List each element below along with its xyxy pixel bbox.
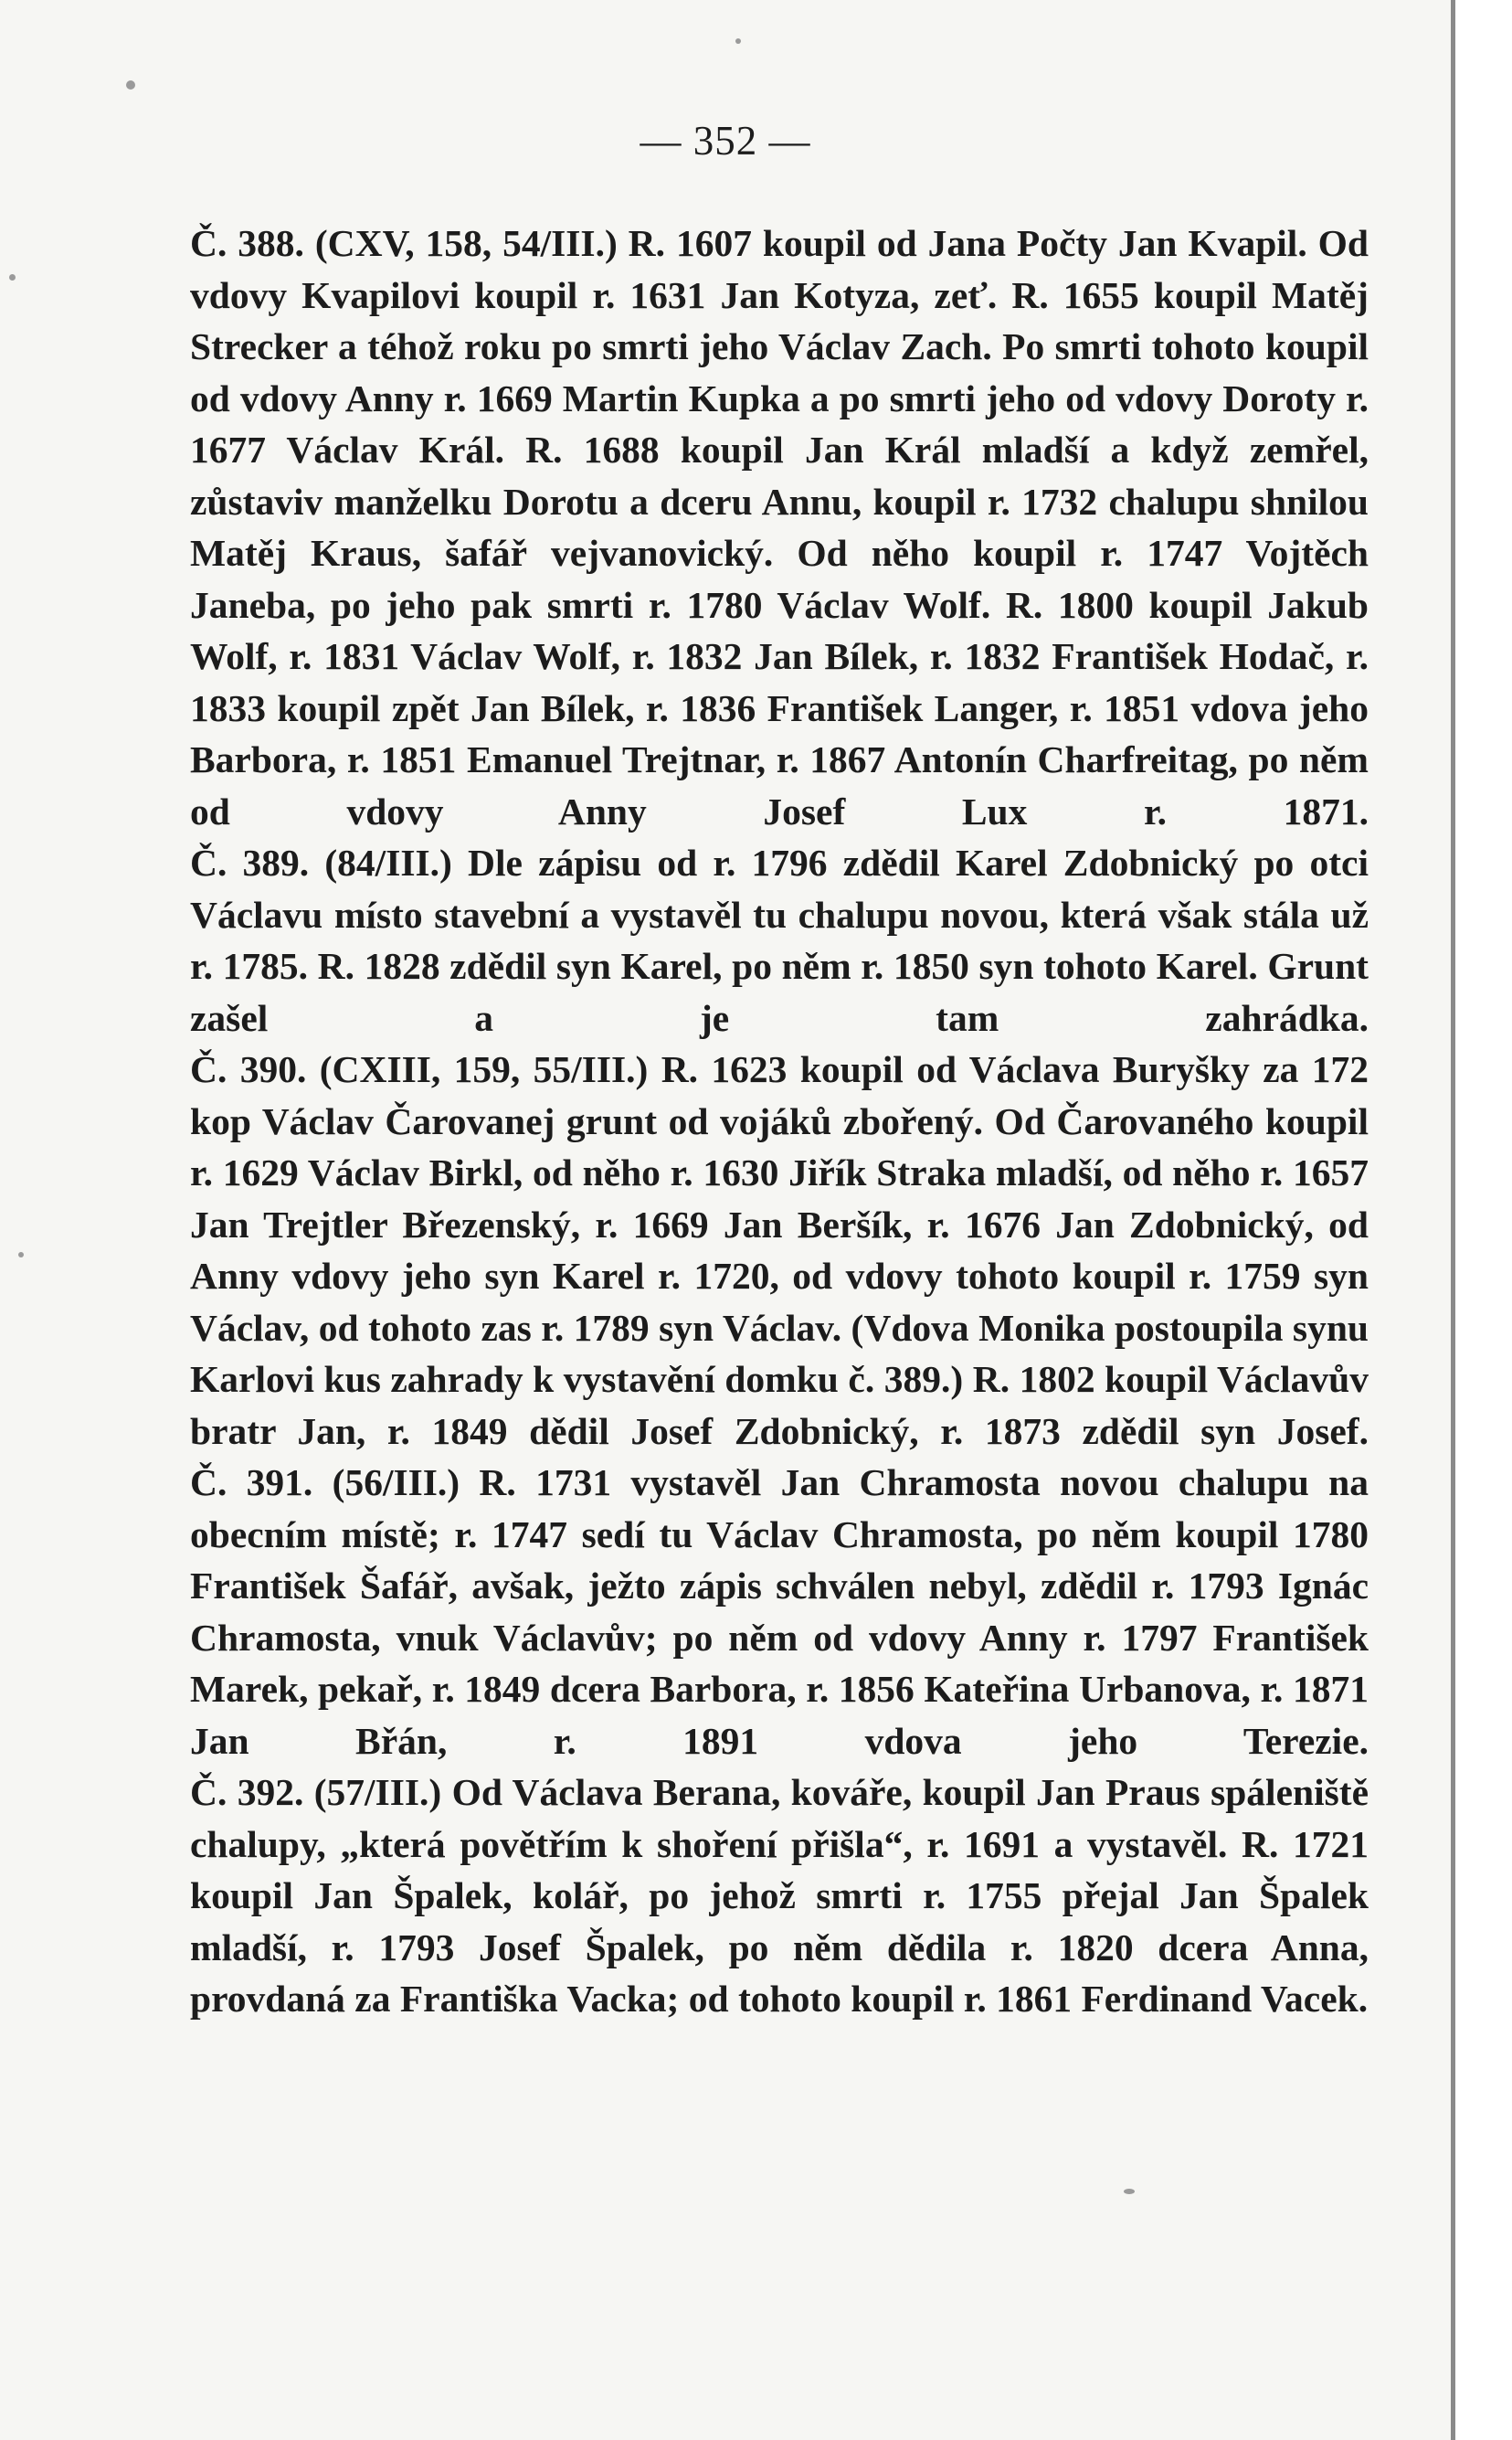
entry-number: Č. 388.: [190, 222, 304, 264]
entry-text: (56/III.) R. 1731 vystavěl Jan Chramosta novou chalupu na obecním místě; r. 1747 sedí tu Václav Chramosta, po něm koupil 1780 František Šafář, avšak, ježto zápis schválen nebyl, zdědil r. 1793 Ignác Chramosta, vnuk Václavův; po něm od vdovy Anny r. 1797 František Marek, pekař, r. 1849 dcera Barbora, r. 1856 Kateřina Urbanova, r. 1871 Jan Břán, r. 1891 vdova jeho Terezie.: [190, 1461, 1369, 1762]
entry-392: [190, 1766, 1369, 2025]
ink-speck: [126, 80, 135, 90]
entry-388: [190, 217, 1369, 837]
entry-text: (84/III.) Dle zápisu od r. 1796 zdědil Karel Zdobnický po otci Václavu místo stavební a vystavěl tu chalupu novou, která však stála už r. 1785. R. 1828 zdědil syn Karel, po něm r. 1850 syn tohoto Karel. Grunt zašel a je tam zahrádka.: [190, 842, 1369, 1039]
ink-speck: [1124, 2189, 1135, 2194]
entry-number: Č. 392.: [190, 1771, 304, 1813]
entry-number: Č. 390.: [190, 1048, 307, 1090]
ink-speck: [18, 1252, 24, 1257]
ink-speck: [9, 274, 16, 281]
page-number: — 352 —: [640, 118, 811, 164]
entry-text: (57/III.) Od Václava Berana, kováře, koupil Jan Praus spáleniště chalupy, „která povětřím k shoření přišla“, r. 1691 a vystavěl. R. 1721 koupil Jan Špalek, kolář, po jehož smrti r. 1755 přejal Jan Špalek mladší, r. 1793 Josef Špalek, po něm dědila r. 1820 dcera Anna, provdaná za Františka Vacka; od tohoto koupil r. 1861 Ferdinand Vacek.: [190, 1771, 1369, 2020]
entry-389: [190, 837, 1369, 1044]
entry-text: (CXV, 158, 54/III.) R. 1607 koupil od Jana Počty Jan Kvapil. Od vdovy Kvapilovi koupil r. 1631 Jan Kotyza, zeť. R. 1655 koupil Matěj Strecker a téhož roku po smrti jeho Václav Zach. Po smrti tohoto koupil od vdovy Anny r. 1669 Martin Kupka a po smrti jeho od vdovy Doroty r. 1677 Václav Král. R. 1688 koupil Jan Král mladší a když zemřel, zůstaviv manželku Dorotu a dceru Annu, koupil r. 1732 chalupu shnilou Matěj Kraus, šafář vejvanovický. Od něho koupil r. 1747 Vojtěch Janeba, po jeho pak smrti r. 1780 Václav Wolf. R. 1800 koupil Jakub Wolf, r. 1831 Václav Wolf, r. 1832 Jan Bílek, r. 1832 František Hodač, r. 1833 koupil zpět Jan Bílek, r. 1836 František Langer, r. 1851 vdova jeho Barbora, r. 1851 Emanuel Trejtnar, r. 1867 Antonín Charfreitag, po něm od vdovy Anny Josef Lux r. 1871.: [190, 222, 1369, 833]
entry-number: Č. 391.: [190, 1461, 313, 1503]
ink-speck: [735, 38, 741, 44]
entry-text: (CXIII, 159, 55/III.) R. 1623 koupil od Václava Buryšky za 172 kop Václav Čarovanej grunt od vojáků zbořený. Od Čarovaného koupil r. 1629 Václav Birkl, od něho r. 1630 Jiřík Straka mladší, od něho r. 1657 Jan Trejtler Březenský, r. 1669 Jan Beršík, r. 1676 Jan Zdobnický, od Anny vdovy jeho syn Karel r. 1720, od vdovy tohoto koupil r. 1759 syn Václav, od tohoto zas r. 1789 syn Václav. (Vdova Monika postoupila synu Karlovi kus zahrady k vystavění domku č. 389.) R. 1802 koupil Václavův bratr Jan, r. 1849 dědil Josef Zdobnický, r. 1873 zdědil syn Josef.: [190, 1048, 1369, 1452]
entry-390: [190, 1044, 1369, 1457]
document-body: [190, 217, 1369, 2025]
entry-number: Č. 389.: [190, 842, 310, 884]
entry-391: [190, 1457, 1369, 1766]
